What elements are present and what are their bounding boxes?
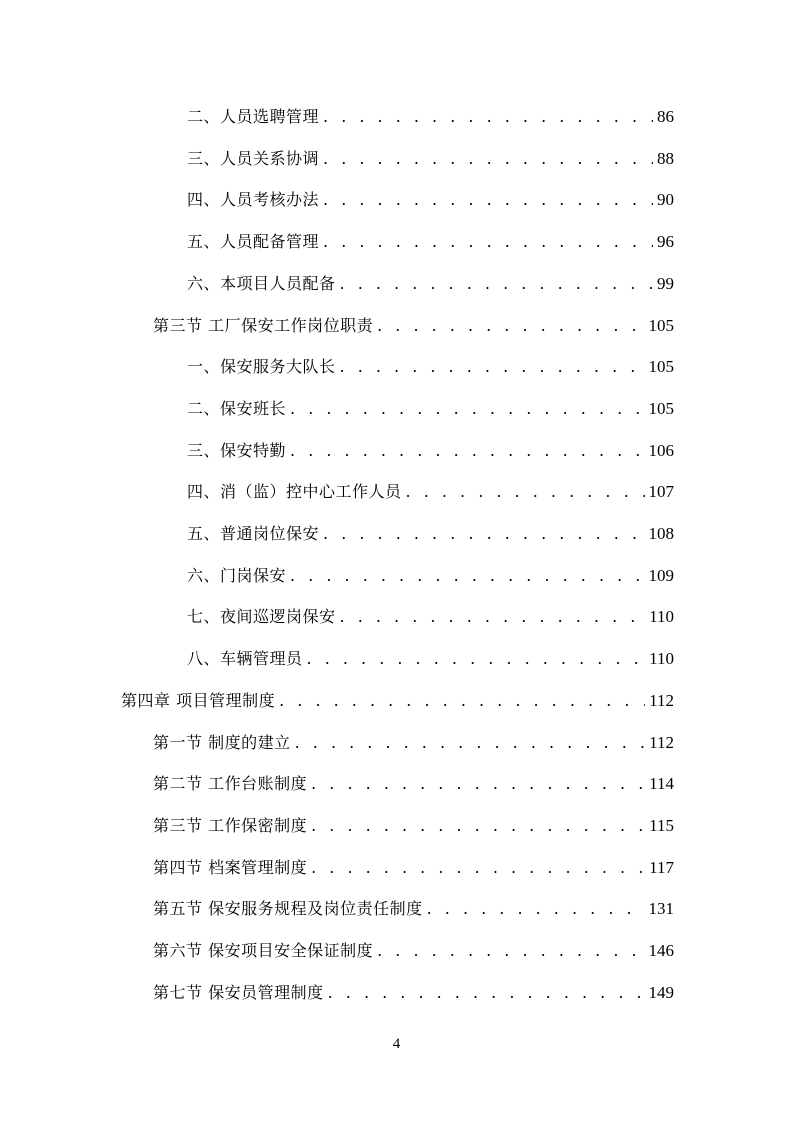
toc-dot-leader — [406, 472, 645, 512]
toc-dot-leader — [323, 139, 653, 179]
toc-entry-page: 110 — [649, 607, 674, 627]
toc-entry-page: 149 — [648, 982, 674, 1002]
toc-entry-title: 第二节 工作台账制度 — [153, 774, 308, 794]
toc-dot-leader — [290, 431, 644, 471]
toc-entry — [187, 139, 674, 179]
toc-dot-leader — [377, 931, 644, 971]
toc-entry-page: 110 — [649, 649, 674, 669]
toc-entry-page: 105 — [648, 398, 674, 418]
toc-dot-leader — [323, 97, 653, 137]
toc-dot-leader — [323, 514, 644, 554]
toc-entry-page: 107 — [648, 482, 674, 502]
toc-entry-title: 四、人员考核办法 — [187, 190, 320, 210]
toc-entry-page: 86 — [657, 107, 674, 126]
toc-entry — [187, 347, 674, 387]
toc-dot-leader — [340, 347, 645, 387]
toc-entry — [153, 764, 674, 804]
toc-dot-leader — [323, 222, 653, 262]
toc-entry-page: 96 — [657, 232, 674, 252]
toc-dot-leader — [323, 180, 653, 220]
toc-entry — [187, 222, 674, 262]
toc-entry-title: 第七节 保安员管理制度 — [153, 982, 324, 1002]
toc-entry-page: 105 — [648, 357, 674, 377]
toc-dot-leader — [279, 681, 645, 721]
toc-entry-page: 109 — [648, 565, 674, 585]
toc-entry-title: 第四章 项目管理制度 — [121, 690, 276, 710]
toc-entry-page: 112 — [649, 732, 674, 752]
toc-entry-title: 二、人员选聘管理 — [187, 107, 320, 126]
toc-entry-page: 112 — [649, 690, 674, 710]
toc-entry — [187, 389, 674, 429]
toc-entry — [153, 806, 674, 846]
toc-dot-leader — [340, 597, 646, 637]
toc-dot-leader — [377, 306, 644, 346]
toc-entry-page: 131 — [648, 899, 674, 919]
toc-entry — [153, 931, 674, 971]
toc-entry-page: 105 — [648, 315, 674, 335]
toc-entry-title: 四、消（监）控中心工作人员 — [187, 482, 402, 502]
toc-entry-title: 第三节 工作保密制度 — [153, 815, 308, 835]
toc-entry-title: 第五节 保安服务规程及岗位责任制度 — [153, 899, 423, 919]
page-number: 4 — [392, 1036, 401, 1052]
toc-entry-title: 二、保安班长 — [187, 398, 287, 418]
toc-dot-leader — [311, 806, 645, 846]
toc-dot-leader — [295, 723, 646, 763]
toc-entry-page: 99 — [657, 273, 674, 293]
toc-entry-page: 108 — [648, 524, 674, 543]
toc-entry — [153, 973, 674, 1013]
toc-entry — [187, 431, 674, 471]
toc-entry — [187, 514, 674, 554]
toc-entry-title: 八、车辆管理员 — [187, 649, 303, 669]
toc-entry — [153, 723, 674, 763]
toc-dot-leader — [290, 556, 644, 596]
toc-dot-leader — [340, 264, 653, 304]
toc-entry-page: 90 — [657, 190, 674, 210]
toc-entry-page: 117 — [649, 857, 674, 877]
toc-entry-title: 一、保安服务大队长 — [187, 357, 336, 377]
toc-entry-title: 五、人员配备管理 — [187, 232, 320, 252]
toc-entry-title: 六、本项目人员配备 — [187, 273, 336, 293]
toc-entry-page: 88 — [657, 148, 674, 168]
toc-dot-leader — [328, 973, 645, 1013]
toc-entry-page: 146 — [648, 941, 674, 960]
toc-entry — [187, 180, 674, 220]
toc-entry — [153, 306, 674, 346]
toc-entry-title: 五、普通岗位保安 — [187, 524, 320, 543]
toc-dot-leader — [307, 639, 646, 679]
toc-entry-title: 第四节 档案管理制度 — [153, 857, 308, 877]
toc-dot-leader — [427, 889, 645, 929]
toc-entry — [187, 97, 674, 137]
toc-dot-leader — [311, 764, 645, 804]
toc-entry — [187, 556, 674, 596]
toc-entry-page: 115 — [649, 815, 674, 835]
toc-entry-title: 六、门岗保安 — [187, 565, 287, 585]
toc-dot-leader — [290, 389, 644, 429]
toc-entry-page: 114 — [649, 774, 674, 794]
toc-entry-title: 三、保安特勤 — [187, 440, 287, 460]
toc-entry — [187, 597, 674, 637]
toc-entry — [187, 639, 674, 679]
toc-entry-title: 三、人员关系协调 — [187, 148, 320, 168]
toc-entry — [153, 889, 674, 929]
toc-entry-page: 106 — [648, 440, 674, 460]
toc-entry-title: 第三节 工厂保安工作岗位职责 — [153, 315, 374, 335]
toc-entry-title: 七、夜间巡逻岗保安 — [187, 607, 336, 627]
toc-dot-leader — [311, 848, 645, 888]
toc-entry — [153, 848, 674, 888]
toc-entry — [121, 681, 674, 721]
toc-entry — [187, 472, 674, 512]
toc-entry — [187, 264, 674, 304]
toc-entry-title: 第一节 制度的建立 — [153, 732, 291, 752]
toc-entry-title: 第六节 保安项目安全保证制度 — [153, 941, 374, 960]
